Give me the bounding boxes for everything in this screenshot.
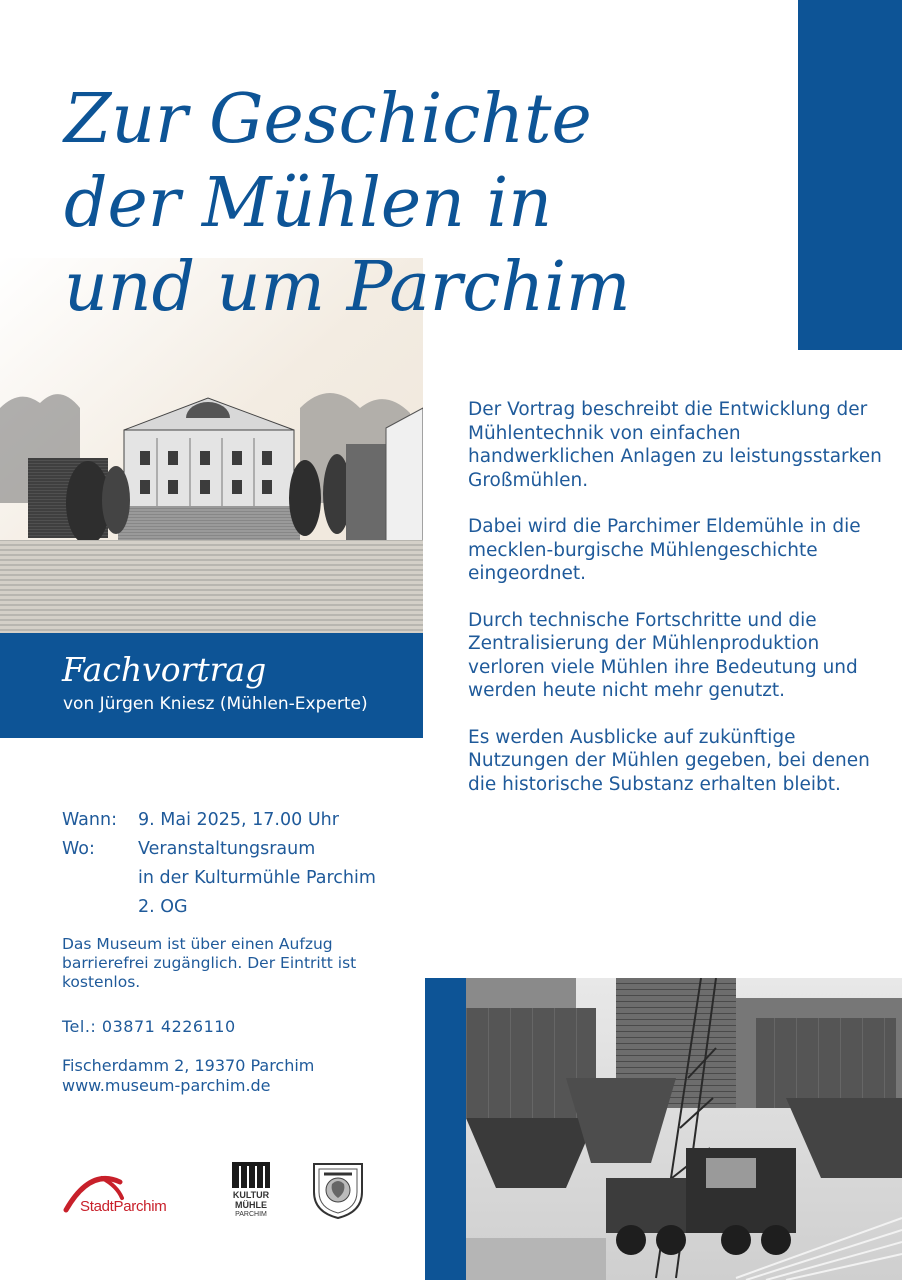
where-label: Wo: — [62, 839, 95, 859]
kultur-line-3: PARCHIM — [235, 1211, 267, 1218]
stadt-parchim-logo — [62, 1168, 202, 1218]
description-paragraph-1: Der Vortrag beschreibt die Entwicklung der Mühlentechnik von einfachen handwerklichen Anlagen zu leistungsstarken Großmühlen. — [468, 399, 882, 491]
construction-photo — [466, 978, 902, 1280]
when-row — [62, 806, 376, 835]
kultur-line-1: KULTUR — [232, 1190, 270, 1200]
when-value: 9. Mai 2025, 17.00 Uhr — [138, 810, 339, 830]
description-paragraph-3: Durch technische Fortschritte und die Zentralisierung der Mühlenproduktion verloren viele Mühlen ihre Bedeutung und werden heute nicht mehr genutzt. — [468, 609, 858, 701]
phone-number: Tel.: 03871 4226110 — [62, 1017, 236, 1036]
title-line-1: Zur Geschichte — [64, 80, 592, 159]
photo-accent-bar — [425, 978, 466, 1280]
when-label: Wann: — [62, 810, 117, 830]
description-paragraph-4: Es werden Ausblicke auf zukünftige Nutzungen der Mühlen gegeben, bei denen die historische Substanz erhalten bleibt. — [468, 726, 870, 795]
where-line-3: 2. OG — [138, 897, 188, 917]
where-line-2: in der Kulturmühle Parchim — [138, 868, 376, 888]
description-paragraph-2: Dabei wird die Parchimer Eldemühle in die mecklen-burgische Mühlengeschichte eingeordnet. — [468, 516, 861, 584]
museum-seal-logo — [310, 1158, 366, 1220]
event-details — [62, 806, 376, 922]
kulturmuehle-bars-icon — [232, 1160, 278, 1190]
talk-type-heading: Fachvortrag — [62, 650, 267, 689]
talk-description — [468, 398, 888, 819]
title-line-2: der Mühlen in — [64, 164, 553, 243]
street-address: Fischerdamm 2, 19370 Parchim — [62, 1056, 315, 1075]
where-row — [62, 835, 376, 922]
kultur-line-2: MÜHLE — [235, 1200, 267, 1210]
address-block — [62, 1056, 314, 1096]
where-line-1: Veranstaltungsraum — [138, 839, 316, 859]
museum-seal-icon — [310, 1158, 366, 1220]
accessibility-note: Das Museum ist über einen Aufzug barrierefrei zugänglich. Der Eintritt ist kostenlos. — [62, 935, 357, 991]
kulturmuehle-logo — [228, 1160, 274, 1222]
website-link[interactable]: www.museum-parchim.de — [62, 1076, 271, 1095]
stadt-parchim-wordmark: StadtParchim — [80, 1198, 167, 1215]
where-value — [138, 835, 376, 922]
speaker-line: von Jürgen Kniesz (Mühlen-Experte) — [63, 694, 368, 714]
top-right-color-bar — [798, 0, 902, 350]
poster-title — [64, 78, 784, 330]
title-line-3: und um Parchim — [64, 248, 631, 327]
